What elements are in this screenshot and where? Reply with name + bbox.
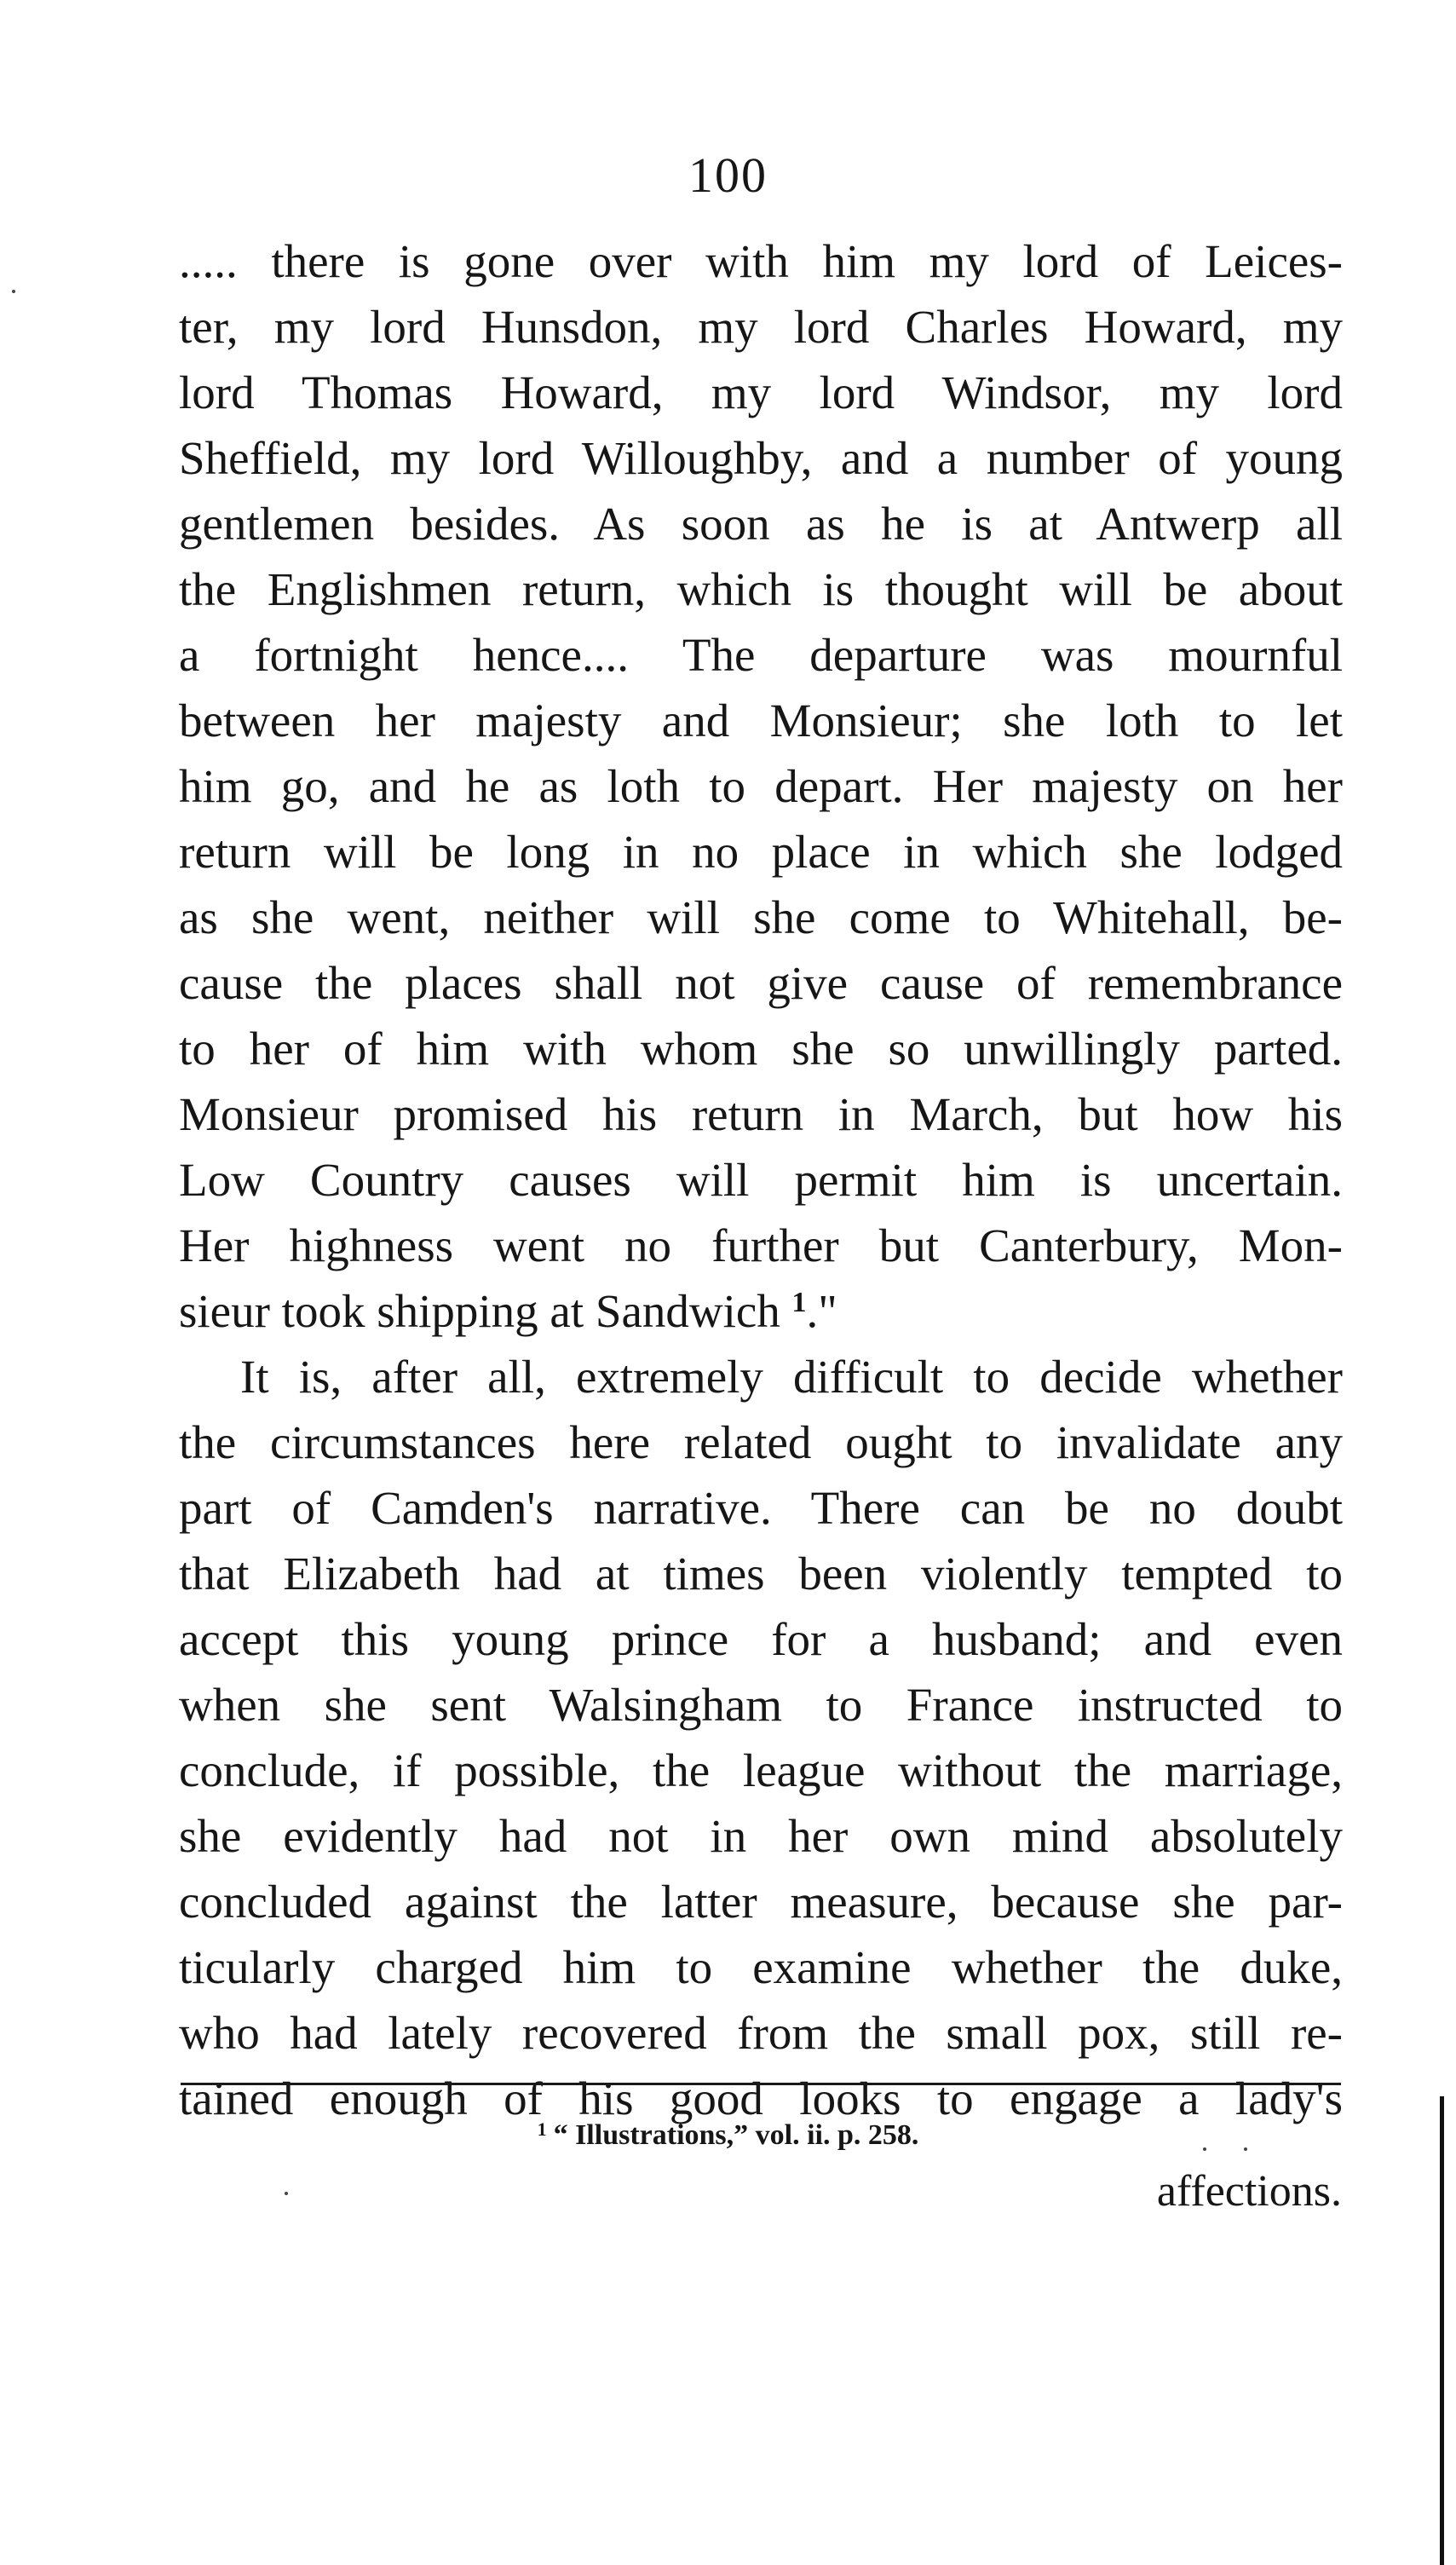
text-line: gentlemen besides. As soon as he is at Antwerp all	[179, 498, 1343, 550]
page-number: 100	[688, 147, 768, 203]
text-line: cause the places shall not give cause of remembrance	[179, 957, 1343, 1009]
text-line: ter, my lord Hunsdon, my lord Charles Howard, my	[179, 301, 1343, 353]
text-line: conclude, if possible, the league without the marriage,	[179, 1744, 1343, 1796]
text-line: the Englishmen return, which is thought will be about	[179, 563, 1343, 615]
text-line: Sheffield, my lord Willoughby, and a number of young	[179, 432, 1343, 484]
text-line: as she went, neither will she come to Whitehall, be-	[179, 891, 1343, 943]
text-line: Her highness went no further but Canterbury, Mon-	[179, 1219, 1343, 1271]
text-line: ticularly charged him to examine whether the duke,	[179, 1941, 1343, 1993]
text-line-content: sieur took shipping at Sandwich	[179, 1285, 780, 1337]
scan-speck	[1203, 2147, 1206, 2151]
text-line: the circumstances here related ought to invalidate any	[179, 1416, 1343, 1468]
text-line: accept this young prince for a husband; and even	[179, 1613, 1343, 1665]
body-text	[179, 228, 1343, 2131]
scan-edge-line	[1440, 2096, 1444, 2565]
text-line: lord Thomas Howard, my lord Windsor, my lord	[179, 366, 1343, 418]
text-line: tained enough of his good looks to engage a lady's	[179, 2072, 1343, 2124]
quote-close: ."	[806, 1285, 837, 1337]
scan-speck	[12, 290, 15, 293]
footnote-reference: 1	[791, 1287, 807, 1318]
text-line: return will be long in no place in which she lodged	[179, 826, 1343, 878]
scan-speck	[285, 2192, 288, 2195]
footnote-divider	[181, 2083, 1341, 2085]
text-line: ..... there is gone over with him my lord of Leices-	[179, 235, 1343, 287]
text-line: him go, and he as loth to depart. Her majesty on her	[179, 760, 1343, 812]
text-line: Low Country causes will permit him is uncertain.	[179, 1154, 1343, 1206]
text-line: to her of him with whom she so unwillingly parted.	[179, 1023, 1343, 1075]
paragraph-first-line: It is, after all, extremely difficult to decide whether	[240, 1351, 1343, 1403]
text-line-last-of-quote	[179, 1278, 1343, 1344]
footnote	[0, 2110, 1456, 2161]
text-line: a fortnight hence.... The departure was mournful	[179, 629, 1343, 681]
catchword: affections.	[1156, 2167, 1342, 2216]
footnote-marker: 1	[537, 2118, 547, 2140]
text-line: Monsieur promised his return in March, but how his	[179, 1088, 1343, 1140]
text-line: who had lately recovered from the small pox, still re-	[179, 2007, 1343, 2059]
scan-speck	[1244, 2147, 1247, 2151]
text-line: that Elizabeth had at times been violently tempted to	[179, 1548, 1343, 1600]
text-line: when she sent Walsingham to France instructed to	[179, 1679, 1343, 1731]
text-line: concluded against the latter measure, because she par-	[179, 1876, 1343, 1928]
footnote-text: “ Illustrations,” vol. ii. p. 258.	[553, 2119, 919, 2151]
text-line: part of Camden's narrative. There can be no doubt	[179, 1482, 1343, 1534]
text-line: she evidently had not in her own mind absolutely	[179, 1810, 1343, 1862]
text-line: between her majesty and Monsieur; she loth to let	[179, 695, 1343, 746]
